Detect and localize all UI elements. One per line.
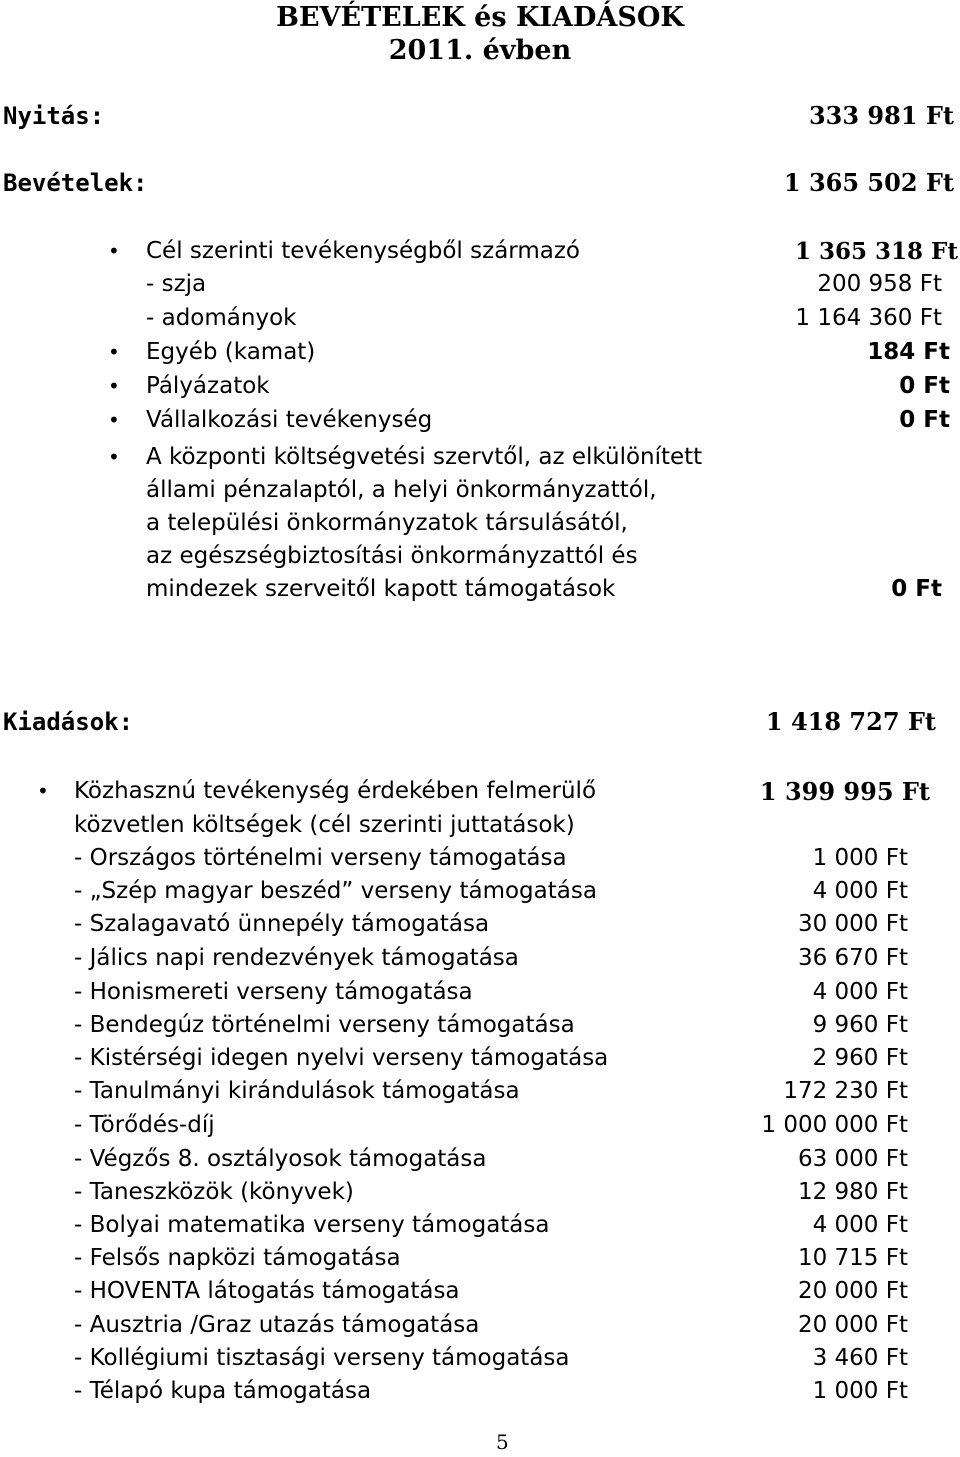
bullet-icon: • (108, 239, 120, 263)
expense-item-label: - Taneszközök (könyvek) (74, 1179, 354, 1205)
grants-line: az egészségbiztosítási önkormányzattól és (146, 543, 638, 569)
page-number: 5 (496, 1430, 509, 1454)
income-item-value: 0 Ft (899, 407, 950, 433)
expense-item-value: 4 000 Ft (812, 1212, 908, 1238)
expense-item-label: - Télapó kupa támogatása (74, 1378, 372, 1404)
expense-item-label: - Kollégiumi tisztasági verseny támogatása (74, 1345, 570, 1371)
expense-item-value: 36 670 Ft (797, 945, 908, 971)
income-item-value: 184 Ft (867, 339, 950, 365)
income-item-value: 0 Ft (899, 373, 950, 399)
bullet-icon: • (108, 445, 120, 469)
income-item-value: 1 164 360 Ft (795, 305, 942, 331)
page-subtitle: 2011. évben (388, 35, 572, 66)
opening-label: Nyitás: (3, 102, 105, 130)
expense-main-line: Közhasznú tevékenység érdekében felmerülő (74, 778, 597, 804)
bullet-icon: • (108, 408, 120, 432)
grants-line: a települési önkormányzatok társulásától, (146, 510, 628, 536)
expense-item-value: 63 000 Ft (797, 1146, 908, 1172)
expense-main-value: 1 399 995 Ft (759, 777, 930, 806)
expense-item-label: - Kistérségi idegen nyelvi verseny támogatása (74, 1045, 609, 1071)
bullet-icon: • (108, 374, 120, 398)
expense-item-label: - Bendegúz történelmi verseny támogatása (74, 1012, 575, 1038)
income-item-label: Cél szerinti tevékenységből származó (146, 238, 580, 264)
grants-line: mindezek szerveitől kapott támogatások (146, 576, 616, 602)
expense-item-value: 3 460 Ft (812, 1345, 908, 1371)
expense-item-value: 1 000 000 Ft (761, 1112, 908, 1138)
expense-item-value: 30 000 Ft (797, 911, 908, 937)
bullet-icon: • (37, 779, 49, 803)
expense-item-label: - Honismereti verseny támogatása (74, 979, 473, 1005)
grants-value: 0 Ft (891, 576, 942, 602)
expense-item-value: 1 000 Ft (812, 1378, 908, 1404)
expense-item-label: - Ausztria /Graz utazás támogatása (74, 1312, 480, 1338)
expenses-total: 1 418 727 Ft (765, 707, 936, 736)
expense-item-value: 20 000 Ft (797, 1312, 908, 1338)
expense-item-label: - HOVENTA látogatás támogatása (74, 1278, 460, 1304)
expense-item-value: 4 000 Ft (812, 878, 908, 904)
expense-item-label: - „Szép magyar beszéd” verseny támogatása (74, 878, 597, 904)
expense-item-value: 20 000 Ft (797, 1278, 908, 1304)
expense-item-value: 1 000 Ft (812, 845, 908, 871)
page-title: BEVÉTELEK és KIADÁSOK (276, 2, 684, 33)
income-item-label: - szja (146, 271, 207, 297)
grants-line: állami pénzalaptól, a helyi önkormányzattól, (146, 477, 657, 503)
expense-item-value: 10 715 Ft (797, 1245, 908, 1271)
income-item-label: Egyéb (kamat) (146, 339, 316, 365)
expense-item-value: 172 230 Ft (783, 1078, 908, 1104)
expense-item-label: - Felsős napközi támogatása (74, 1245, 401, 1271)
expense-item-value: 12 980 Ft (797, 1179, 908, 1205)
expense-item-label: - Bolyai matematika verseny támogatása (74, 1212, 550, 1238)
expense-item-label: - Jálics napi rendezvények támogatása (74, 945, 519, 971)
expense-item-value: 2 960 Ft (812, 1045, 908, 1071)
income-label: Bevételek: (3, 169, 148, 197)
opening-value: 333 981 Ft (808, 101, 954, 130)
grants-line: A központi költségvetési szervtől, az elkülönített (146, 444, 703, 470)
expense-item-label: - Végzős 8. osztályosok támogatása (74, 1146, 487, 1172)
income-total: 1 365 502 Ft (783, 168, 954, 197)
expense-item-label: - Szalagavató ünnepély támogatása (74, 911, 490, 937)
income-item-label: Pályázatok (146, 373, 270, 399)
income-item-value: 200 958 Ft (817, 271, 942, 297)
expenses-label: Kiadások: (3, 708, 134, 736)
income-item-label: Vállalkozási tevékenység (146, 407, 433, 433)
bullet-icon: • (108, 340, 120, 364)
expense-item-label: - Törődés-díj (74, 1112, 215, 1138)
expense-main-line: közvetlen költségek (cél szerinti juttatások) (74, 812, 575, 838)
income-item-label: - adományok (146, 305, 297, 331)
expense-item-label: - Tanulmányi kirándulások támogatása (74, 1078, 520, 1104)
expense-item-value: 9 960 Ft (812, 1012, 908, 1038)
expense-item-label: - Országos történelmi verseny támogatása (74, 845, 567, 871)
income-item-value: 1 365 318 Ft (795, 238, 958, 265)
expense-item-value: 4 000 Ft (812, 979, 908, 1005)
